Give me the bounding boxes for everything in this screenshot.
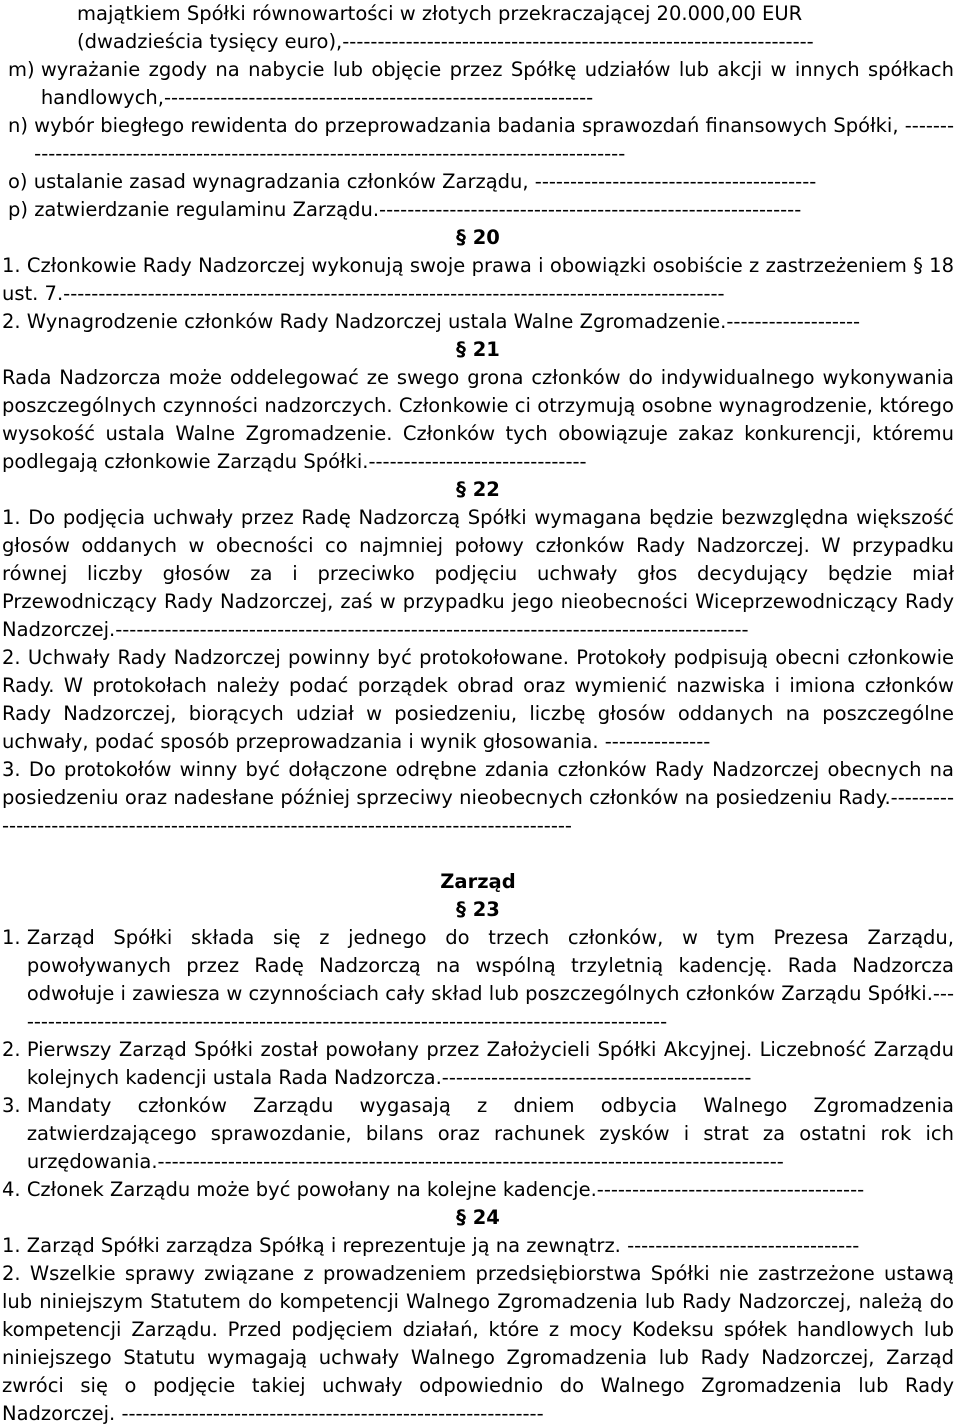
s23-item-number: 3. [2,1094,27,1117]
section-heading-21: § 21 [456,338,500,361]
s20-paragraph-1: 1. Członkowie Rady Nadzorczej wykonują swoje prawa i obowiązki osobiście z zastrzeżeniem § 18 ust. 7.---------------------------------------------------------------------------------------------- [2,254,954,305]
intro-second-line: (dwadzieścia tysięcy euro),------------------------------------------------------------------- [77,30,814,53]
section-heading-24: § 24 [456,1206,500,1229]
s22-paragraph-3: 3. Do protokołów winny być dołączone odrębne zdania członków Rady Nadzorczej obecnych na posiedzeniu oraz nadesłane później sprzeciwy nieobecnych członków na posiedzeniu Rady.------------------------------------------------------------------------------------------ [2,758,954,837]
s23-item-text: Członek Zarządu może być powołany na kolejne kadencje.-------------------------------------- [26,1178,865,1201]
s22-paragraph-2: 2. Uchwały Rady Nadzorczej powinny być protokołowane. Protokoły podpisują obecni członkowie Rady. W protokołach należy podać porządek obrad oraz wymienić nazwiska i imiona członków Rady Nadzorczej, biorących udział w posiedzeniu, liczbę głosów oddanych na poszczególne uchwały, podać sposób przeprowadzania i wynik głosowania. --------------- [2,646,954,753]
s23-item-text: Pierwszy Zarząd Spółki został powołany przez Założycieli Spółki Akcyjnej. Liczebność Zarządu kolejnych kadencji ustala Rada Nadzorcza.-------------------------------------------- [26,1038,954,1089]
intro-first-line: majątkiem Spółki równowartości w złotych przekraczającej 20.000,00 EUR [77,2,803,25]
s23-item-number: 1. [2,926,27,949]
section-heading-20: § 20 [456,226,500,249]
section-heading-22: § 22 [456,478,500,501]
list-item-p [2,196,954,224]
list-item-label: o) [8,170,34,193]
s22-paragraph-1: 1. Do podjęcia uchwały przez Radę Nadzorczą Spółki wymagana będzie bezwzględna większość głosów oddanych w obecności co najmniej połowy członków Rady Nadzorczej. W przypadku równej liczby głosów za i przeciwko podjęciu uchwały głos decydujący będzie miał Przewodniczący Rady Nadzorczej, zaś w przypadku jego nieobecności Wiceprzewodniczący Rady Nadzorczej.------------------------------------------------------------------------------------------ [2,506,954,641]
s20-paragraph-2: 2. Wynagrodzenie członków Rady Nadzorczej ustala Walne Zgromadzenie.------------------- [2,310,861,333]
s23-item-number: 4. [2,1178,27,1201]
s23-item-4 [2,1176,954,1204]
list-item-m [2,56,954,112]
list-item-text: zatwierdzanie regulaminu Zarządu.------------------------------------------------------------ [34,198,802,221]
s24-paragraph-1: 1. Zarząd Spółki zarządza Spółką i reprezentuje ją na zewnątrz. --------------------------------- [2,1234,860,1257]
list-item-label: n) [8,114,35,137]
blank-line [2,840,954,868]
intro-block [2,0,954,56]
list-item-o [2,168,954,196]
list-item-text: wyrażanie zgody na nabycie lub objęcie przez Spółkę udziałów lub akcji w innych spółkach handlowych,------------------------------------------------------------- [40,58,954,109]
list-item-text: ustalanie zasad wynagradzania członków Zarządu, ---------------------------------------- [33,170,817,193]
s24-paragraph-2: 2. Wszelkie sprawy związane z prowadzeniem przedsiębiorstwa Spółki nie zastrzeżone ustawą lub niniejszym Statutem do kompetencji Walnego Zgromadzenia lub Rady Nadzorczej, należą do kompetencji Zarządu. Przed podjęciem działań, które z mocy Kodeksu spółek handlowych lub niniejszego Statutu wymagają uchwały Walnego Zgromadzenia lub Rady Nadzorczej, Zarząd zwróci się o podjęcie takiej uchwały odpowiednio do Walnego Zgromadzenia lub Rady Nadzorczej. ------------------------------------------------------------ [2,1262,954,1425]
s23-item-text: Zarząd Spółki składa się z jednego do trzech członków, w tym Prezesa Zarządu, powoływanych przez Radę Nadzorczą na wspólną trzyletnią kadencję. Rada Nadzorcza odwołuje i zawiesza w czynnościach cały skład lub poszczególnych członków Zarządu Spółki.---------------------------------------------------------------------------------------------- [26,926,954,1033]
list-item-label: m) [8,58,41,81]
chapter-title-zarzad: Zarząd [440,870,516,893]
section-heading-23: § 23 [456,898,500,921]
s23-item-1 [2,924,954,1036]
s23-item-2 [2,1036,954,1092]
s23-item-text: Mandaty członków Zarządu wygasają z dniem odbycia Walnego Zgromadzenia zatwierdzającego sprawozdanie, bilans oraz rachunek zysków i strat za ostatni rok ich urzędowania.----------------------------------------------------------------------------------------- [26,1094,954,1173]
list-item-n [2,112,954,168]
list-item-text: wybór biegłego rewidenta do przeprowadzania badania sprawozdań finansowych Spółki, ------------------------------------------------------------------------------------------- [34,114,954,165]
s23-item-3 [2,1092,954,1176]
list-item-label: p) [8,198,35,221]
s21-paragraph-1: Rada Nadzorcza może oddelegować ze swego grona członków do indywidualnego wykonywania poszczególnych czynności nadzorczych. Członkowie ci otrzymują osobne wynagrodzenie, którego wysokość ustala Walne Zgromadzenie. Członków tych obowiązuje zakaz konkurencji, któremu podlegają członkowie Zarządu Spółki.------------------------------- [2,366,954,473]
s23-item-number: 2. [2,1038,27,1061]
